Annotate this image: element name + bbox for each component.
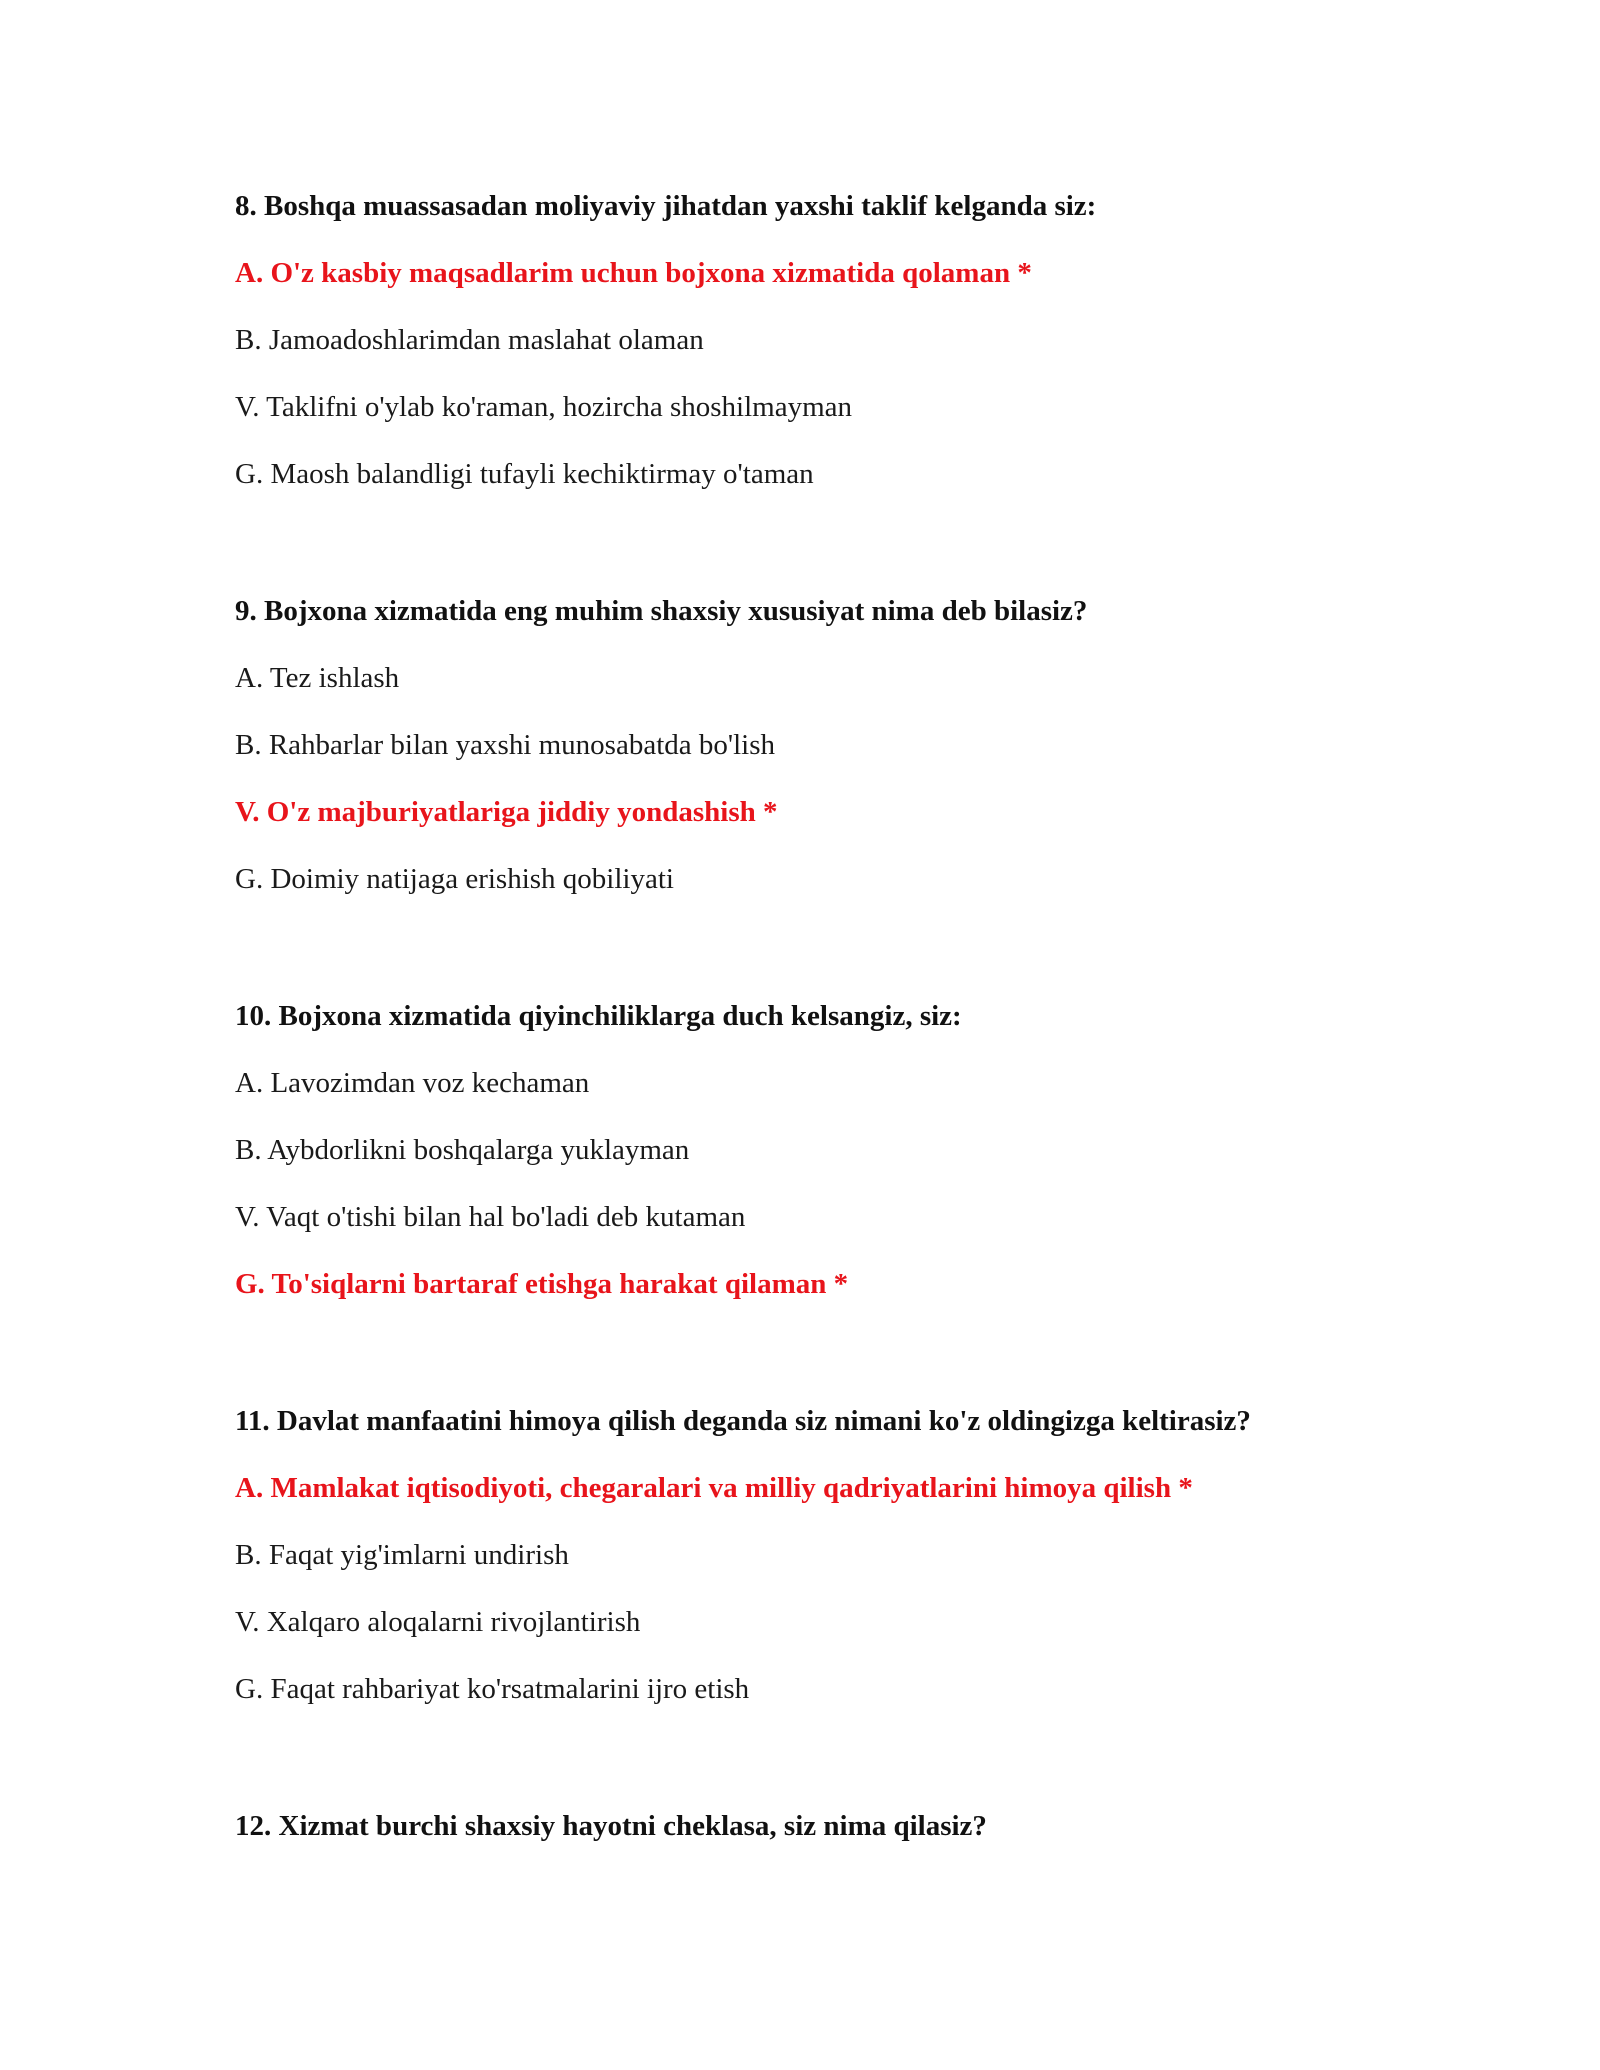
- answer-option: V. Vaqt o'tishi bilan hal bo'ladi deb kutaman: [235, 1201, 746, 1233]
- question-10: [235, 1000, 1485, 1300]
- question-title: 12. Xizmat burchi shaxsiy hayotni cheklasa, siz nima qilasiz?: [235, 1810, 987, 1842]
- question-title: 9. Bojxona xizmatida eng muhim shaxsiy xususiyat nima deb bilasiz?: [235, 595, 1088, 627]
- correct-answer-option: A. Mamlakat iqtisodiyoti, chegaralari va milliy qadriyatlarini himoya qilish *: [235, 1472, 1193, 1504]
- answer-option: A. Lavozimdan voz kechaman: [235, 1067, 590, 1099]
- answer-option: B. Faqat yig'imlarni undirish: [235, 1539, 569, 1571]
- answer-option: G. Maosh balandligi tufayli kechiktirmay o'taman: [235, 458, 814, 490]
- answer-option: G. Doimiy natijaga erishish qobiliyati: [235, 863, 674, 895]
- correct-answer-option: V. O'z majburiyatlariga jiddiy yondashish *: [235, 796, 778, 828]
- question-title: 11. Davlat manfaatini himoya qilish deganda siz nimani ko'z oldingizga keltirasiz?: [235, 1405, 1251, 1437]
- question-title: 8. Boshqa muassasadan moliyaviy jihatdan yaxshi taklif kelganda siz:: [235, 190, 1097, 222]
- question-11: [235, 1405, 1485, 1705]
- answer-option: A. Tez ishlash: [235, 662, 400, 694]
- question-9: [235, 595, 1485, 895]
- answer-option: B. Aybdorlikni boshqalarga yuklayman: [235, 1134, 690, 1166]
- question-12: [235, 1810, 1485, 1842]
- correct-answer-option: A. O'z kasbiy maqsadlarim uchun bojxona xizmatida qolaman *: [235, 257, 1032, 289]
- answer-option: B. Jamoadoshlarimdan maslahat olaman: [235, 324, 704, 356]
- correct-answer-option: G. To'siqlarni bartaraf etishga harakat qilaman *: [235, 1268, 849, 1300]
- question-title: 10. Bojxona xizmatida qiyinchiliklarga duch kelsangiz, siz:: [235, 1000, 962, 1032]
- answer-option: G. Faqat rahbariyat ko'rsatmalarini ijro etish: [235, 1673, 750, 1705]
- question-8: [235, 190, 1485, 490]
- answer-option: V. Xalqaro aloqalarni rivojlantirish: [235, 1606, 641, 1638]
- answer-option: B. Rahbarlar bilan yaxshi munosabatda bo'lish: [235, 729, 776, 761]
- answer-option: V. Taklifni o'ylab ko'raman, hozircha shoshilmayman: [235, 391, 853, 423]
